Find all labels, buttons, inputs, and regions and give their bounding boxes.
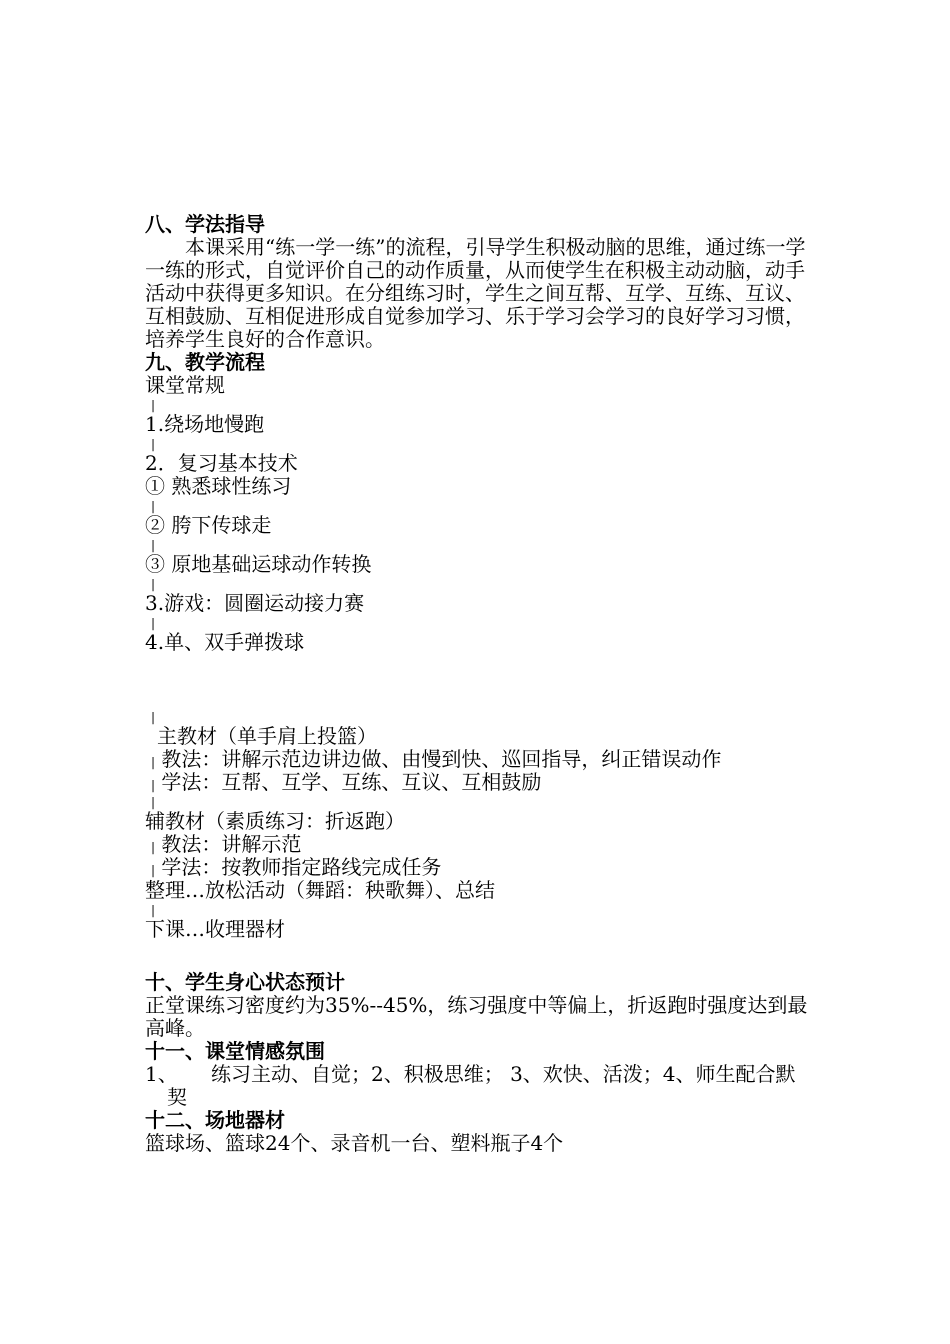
spacer <box>145 941 810 971</box>
flow-connector: | <box>151 398 156 412</box>
flow-aux-learn-text: 学法：按教师指定路线完成任务 <box>161 855 442 879</box>
flow-connector: | <box>151 795 156 809</box>
flow-connector: | <box>151 499 156 513</box>
flow-main-teach-text: 教法：讲解示范边讲边做、由慢到快、巡回指导，纠正错误动作 <box>161 747 722 771</box>
section-8-title: 八、学法指导 <box>145 212 265 236</box>
flow-routine: 课堂常规 <box>145 373 225 397</box>
section-11-body <box>145 1063 810 1109</box>
flow-connector: | <box>151 437 156 451</box>
flow-connector: | <box>151 903 156 917</box>
flow-aux-learn <box>145 856 810 879</box>
flow-finish: 整理…放松活动（舞蹈：秧歌舞）、总结 <box>145 878 495 902</box>
section-10-title: 十、学生身心状态预计 <box>145 970 345 994</box>
flow-connector: | <box>151 840 156 854</box>
flow-main-material: 主教材（单手肩上投篮） <box>157 724 377 748</box>
flow-connector: | <box>151 577 156 591</box>
flow-connector: | <box>151 710 156 724</box>
section-11-text: 练习主动、自觉；2、积极思维； 3、欢快、活泼；4、师生配合默契 <box>167 1062 796 1109</box>
flow-connector: | <box>151 755 156 769</box>
flow-main-learn-text: 学法：互帮、互学、互练、互议、互相鼓励 <box>161 770 542 794</box>
flow-aux-teach <box>145 833 810 856</box>
flow-step-2: 2．复习基本技术 <box>145 451 298 475</box>
section-8-body: 本课采用“练一学一练”的流程，引导学生积极动脑的思维，通过练一学一练的形式，自觉评价自己的动作质量，从而使学生在积极主动动脑，动手活动中获得更多知识。在分组练习时，学生之间互帮、互学、互练、互议、互相鼓励、互相促进形成自觉参加学习、乐于学习会学习的良好学习习惯，培养学生良好的合作意识。 <box>145 235 806 351</box>
flow-main-teach <box>145 748 810 771</box>
section-12-title: 十二、场地器材 <box>145 1108 285 1132</box>
section-9-title: 九、教学流程 <box>145 350 265 374</box>
section-11-title: 十一、课堂情感氛围 <box>145 1039 325 1063</box>
flow-step-3: 3.游戏：圆圈运动接力赛 <box>145 591 365 615</box>
flow-aux-teach-text: 教法：讲解示范 <box>161 832 302 856</box>
section-10-body: 正堂课练习密度约为35%--45%，练习强度中等偏上，折返跑时强度达到最高峰。 <box>145 993 808 1040</box>
spacer <box>145 654 810 709</box>
flow-connector: | <box>151 778 156 792</box>
flow-step-1: 1.绕场地慢跑 <box>145 412 265 436</box>
section-11-number: 1、 <box>145 1062 178 1086</box>
flow-end: 下课…收理器材 <box>145 917 285 941</box>
flow-connector: | <box>151 538 156 552</box>
flow-sub-3: ③ 原地基础运球动作转换 <box>145 552 372 576</box>
flow-sub-2: ② 胯下传球走 <box>145 513 272 537</box>
section-12-body: 篮球场、篮球24个、录音机一台、塑料瓶子4个 <box>145 1131 564 1155</box>
flow-connector: | <box>151 863 156 877</box>
document-page <box>145 213 810 1155</box>
flow-aux-material: 辅教材（素质练习：折返跑） <box>145 809 405 833</box>
flow-sub-1: ① 熟悉球性练习 <box>145 474 292 498</box>
flow-main-learn <box>145 771 810 794</box>
flow-connector: | <box>151 616 156 630</box>
flow-step-4: 4.单、双手弹拨球 <box>145 630 305 654</box>
